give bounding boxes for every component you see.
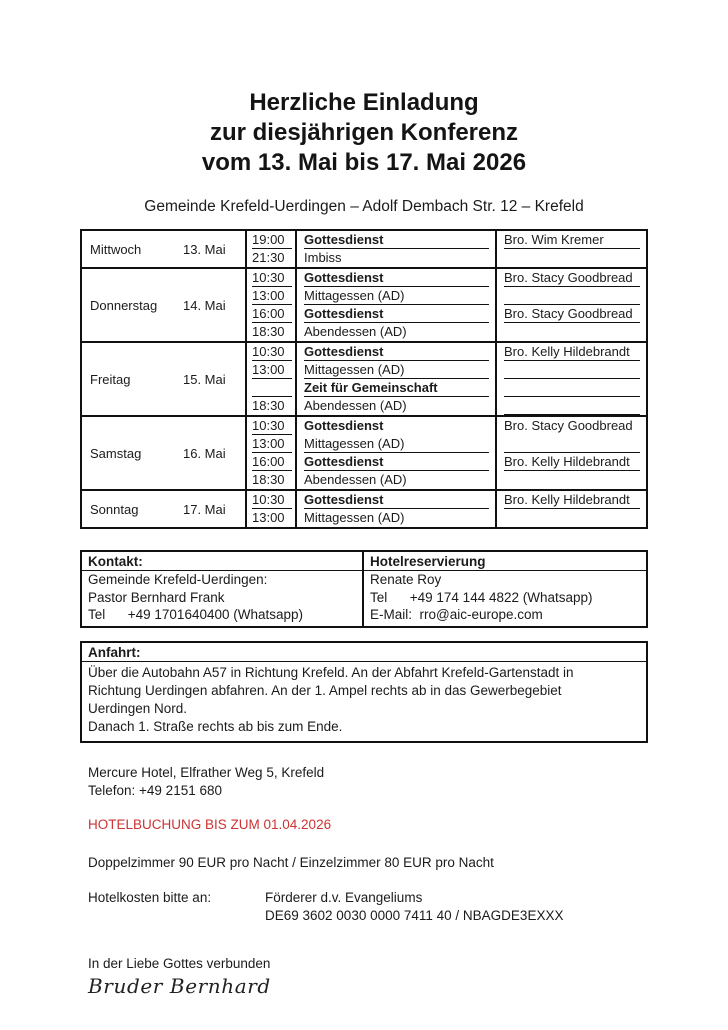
event-cell: Abendessen (AD) [304, 472, 407, 487]
event-column [297, 269, 497, 341]
day-cell [82, 231, 247, 267]
directions-box [80, 641, 648, 743]
event-cell: Gottesdienst [304, 231, 489, 249]
event-cell: Abendessen (AD) [304, 324, 407, 339]
room-prices-line: Doppelzimmer 90 EUR pro Nacht / Einzelzimmer 80 EUR pro Nacht [88, 855, 494, 871]
payment-recipient-line: Förderer d.v. Evangeliums [265, 889, 423, 905]
event-cell: Mittagessen (AD) [304, 510, 405, 525]
schedule-day-block [82, 269, 646, 343]
speaker-cell [504, 509, 640, 527]
day-date: 15. Mai [183, 371, 226, 387]
contact-line: Pastor Bernhard Frank [88, 589, 225, 605]
speaker-cell: Bro. Wim Kremer [504, 231, 640, 249]
directions-line: Danach 1. Straße rechts ab bis zum Ende. [88, 719, 343, 735]
speaker-cell [504, 361, 640, 379]
event-cell: Gottesdienst [304, 305, 489, 323]
directions-body [82, 662, 646, 741]
contact-column [82, 552, 364, 626]
event-cell: Mittagessen (AD) [304, 287, 489, 305]
event-cell: Gottesdienst [304, 491, 489, 509]
event-column [297, 231, 497, 267]
day-name: Samstag [90, 445, 142, 461]
time-cell: 16:00 [252, 453, 292, 471]
event-column [297, 417, 497, 489]
schedule-day-block [82, 417, 646, 491]
hotel-reservation-header: Hotelreservierung [364, 552, 646, 571]
speaker-column [497, 343, 646, 415]
event-cell: Imbiss [304, 250, 342, 265]
page-content [0, 88, 728, 998]
time-cell: 18:30 [252, 472, 285, 487]
speaker-column [497, 417, 646, 489]
contact-line: Gemeinde Krefeld-Uerdingen: [88, 572, 268, 587]
day-name: Sonntag [90, 501, 139, 517]
day-date: 16. Mai [183, 445, 226, 461]
hotel-phone-line: Telefon: +49 2151 680 [88, 783, 222, 799]
title-line-2: zur diesjährigen Konferenz [209, 119, 519, 146]
speaker-cell [504, 287, 640, 305]
hotel-info-section [88, 764, 648, 999]
payment-label: Hotelkosten bitte an: [88, 889, 212, 905]
time-column [247, 491, 297, 527]
reservation-contact-line: Renate Roy [370, 572, 442, 587]
speaker-cell [504, 379, 640, 397]
directions-line: Über die Autobahn A57 in Richtung Krefeld. An der Abfahrt Krefeld-Gartenstadt in [88, 664, 574, 680]
contact-phone-line: Tel +49 1701640400 (Whatsapp) [88, 607, 304, 622]
speaker-cell [504, 323, 640, 341]
time-cell [252, 379, 292, 397]
directions-line: Richtung Uerdingen abfahren. An der 1. Ampel rechts ab in das Gewerbegebiet [88, 682, 562, 698]
day-cell [82, 343, 247, 415]
schedule-day-block [82, 343, 646, 417]
title-line-1: Herzliche Einladung [249, 89, 479, 116]
payment-details [265, 889, 563, 926]
time-cell: 18:30 [252, 324, 285, 339]
day-date: 17. Mai [183, 501, 226, 517]
day-cell [82, 269, 247, 341]
time-cell: 18:30 [252, 398, 285, 413]
time-cell: 21:30 [252, 250, 285, 265]
time-column [247, 417, 297, 489]
event-cell: Gottesdienst [304, 453, 489, 471]
day-cell [82, 491, 247, 527]
speaker-cell: Bro. Kelly Hildebrandt [504, 343, 640, 361]
event-cell: Mittagessen (AD) [304, 435, 489, 453]
event-cell: Abendessen (AD) [304, 398, 407, 413]
time-cell: 13:00 [252, 510, 285, 525]
time-cell: 19:00 [252, 231, 292, 249]
speaker-column [497, 491, 646, 527]
title-line-3: vom 13. Mai bis 17. Mai 2026 [201, 149, 527, 176]
payment-info-row [88, 889, 648, 926]
day-cell [82, 417, 247, 489]
day-name: Mittwoch [90, 241, 142, 257]
event-cell: Mittagessen (AD) [304, 361, 489, 379]
speaker-column [497, 231, 646, 267]
time-cell: 10:30 [252, 417, 292, 435]
reservation-phone-line: Tel +49 174 144 4822 (Whatsapp) [370, 589, 593, 605]
time-column [247, 343, 297, 415]
time-cell: 13:00 [252, 435, 292, 453]
directions-line: Uerdingen Nord. [88, 701, 188, 717]
time-cell: 10:30 [252, 269, 292, 287]
time-cell: 13:00 [252, 287, 292, 305]
hotel-name-line: Mercure Hotel, Elfrather Weg 5, Krefeld [88, 764, 325, 780]
closing-line: In der Liebe Gottes verbunden [88, 955, 271, 971]
speaker-cell [504, 471, 640, 489]
time-cell: 10:30 [252, 491, 292, 509]
day-name: Freitag [90, 371, 131, 387]
contact-header: Kontakt: [82, 552, 362, 571]
time-column [247, 231, 297, 267]
page-title [80, 88, 648, 178]
day-date: 13. Mai [183, 241, 226, 257]
speaker-cell: Bro. Kelly Hildebrandt [504, 453, 640, 471]
day-name: Donnerstag [90, 297, 158, 313]
directions-header: Anfahrt: [82, 643, 646, 662]
schedule-table [80, 229, 648, 529]
speaker-cell: Bro. Stacy Goodbread [504, 269, 640, 287]
hotel-address-block [88, 764, 648, 801]
speaker-column [497, 269, 646, 341]
time-cell: 13:00 [252, 361, 292, 379]
event-column [297, 343, 497, 415]
time-cell: 16:00 [252, 305, 292, 323]
speaker-cell: Bro. Stacy Goodbread [504, 305, 640, 323]
schedule-day-block [82, 491, 646, 527]
venue-address-line: Gemeinde Krefeld-Uerdingen – Adolf Dembach Str. 12 – Krefeld [144, 198, 584, 215]
event-column [297, 491, 497, 527]
schedule-day-block [82, 231, 646, 269]
event-cell: Gottesdienst [304, 418, 384, 433]
event-cell: Gottesdienst [304, 269, 489, 287]
contact-box [80, 550, 648, 628]
event-cell: Zeit für Gemeinschaft [304, 379, 489, 397]
payment-iban-line: DE69 3602 0030 0000 7411 40 / NBAGDE3EXXX [265, 908, 564, 924]
hotel-reservation-column [364, 552, 646, 626]
speaker-cell: Bro. Stacy Goodbread [504, 418, 633, 433]
day-date: 14. Mai [183, 297, 226, 313]
event-cell: Gottesdienst [304, 343, 489, 361]
hotel-booking-deadline: HOTELBUCHUNG BIS ZUM 01.04.2026 [88, 816, 332, 832]
reservation-email-line: E-Mail: rro@aic-europe.com [370, 607, 543, 622]
time-cell: 10:30 [252, 343, 292, 361]
speaker-cell [504, 435, 640, 453]
time-column [247, 269, 297, 341]
signature: Bruder Bernhard [88, 974, 271, 999]
speaker-cell [504, 249, 640, 267]
speaker-cell: Bro. Kelly Hildebrandt [504, 491, 640, 509]
speaker-cell [504, 397, 640, 415]
